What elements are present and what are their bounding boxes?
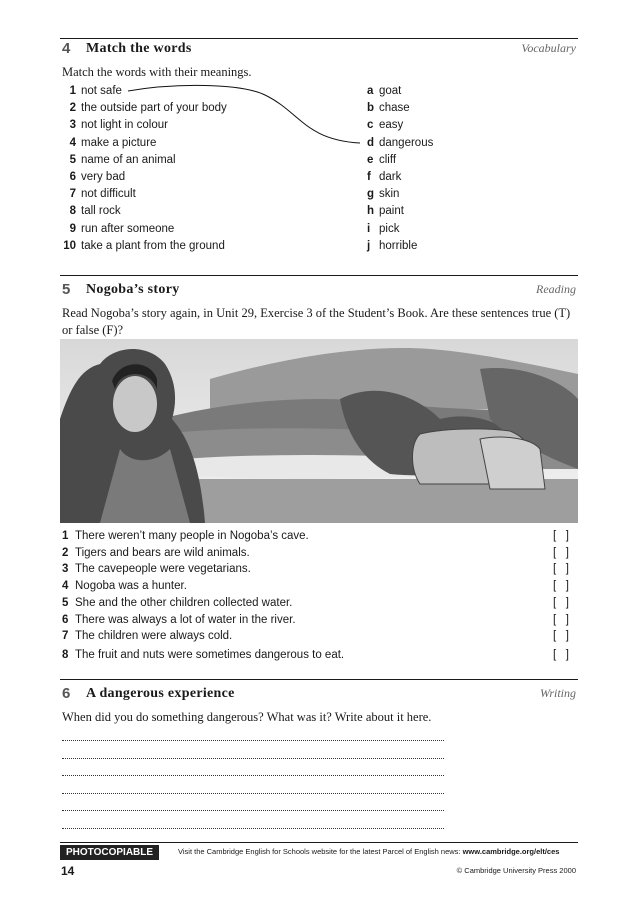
item-number: 3 [69, 119, 76, 132]
footer-note-text: Visit the Cambridge English for Schools website for the latest Parcel of English news: [178, 847, 463, 856]
answer-letter: a [367, 85, 374, 97]
item-text: run after someone [81, 222, 175, 235]
answer-bracket[interactable]: [ ] [553, 530, 569, 542]
footer-url[interactable]: www.cambridge.org/elt/ces [462, 847, 560, 856]
answer-text: skin [379, 188, 400, 201]
answer-bracket[interactable]: [ ] [553, 596, 569, 609]
section-6-instruction: When did you do something dangerous? What was it? Write about it here. [62, 710, 432, 724]
section-tag: Vocabulary [521, 41, 576, 55]
section-title: Match the words [86, 41, 192, 56]
item-number: 4 [69, 136, 76, 149]
answer-text: horrible [379, 239, 418, 252]
answer-letter: c [367, 119, 374, 132]
section-divider [60, 275, 578, 276]
answer-letter: b [367, 102, 375, 115]
item-number: 2 [69, 102, 76, 115]
section-title: A dangerous experience [86, 686, 235, 701]
item-text: not difficult [81, 188, 136, 201]
writing-line[interactable] [62, 783, 444, 794]
writing-line[interactable] [62, 818, 444, 829]
section-number: 4 [62, 40, 71, 57]
answer-text: paint [379, 205, 404, 218]
writing-line[interactable] [62, 748, 444, 759]
item-text: name of an animal [81, 153, 176, 166]
answer-text: easy [379, 119, 404, 132]
section-title: Nogoba’s story [86, 282, 180, 297]
answer-text: cliff [379, 153, 397, 166]
answer-letter: d [367, 136, 375, 149]
answer-bracket[interactable]: [ ] [553, 630, 569, 643]
section-number: 6 [62, 685, 71, 702]
writing-line[interactable] [62, 730, 444, 741]
item-number: 8 [69, 205, 76, 218]
item-text: tall rock [81, 205, 121, 218]
answer-letter: g [367, 188, 375, 201]
answer-text: pick [379, 222, 400, 235]
statement-text: There was always a lot of water in the river. [75, 613, 296, 626]
item-text: make a picture [81, 136, 157, 149]
item-number: 1 [69, 85, 76, 97]
item-number: 9 [69, 222, 76, 235]
statement-text: The cavepeople were vegetarians. [75, 563, 251, 576]
answer-letter: f [367, 171, 371, 183]
item-text: the outside part of your body [81, 102, 227, 115]
section-tag: Reading [536, 282, 576, 296]
item-number: 7 [69, 188, 76, 201]
copyright: © Cambridge University Press 2000 [456, 866, 576, 875]
section-4-instruction: Match the words with their meanings. [62, 65, 252, 79]
photocopiable-badge: PHOTOCOPIABLE [60, 845, 159, 860]
item-number: 5 [69, 153, 76, 166]
answer-letter: i [367, 222, 371, 235]
statement-text: The fruit and nuts were sometimes dangerous to eat. [75, 648, 345, 661]
caveperson-illustration [60, 339, 578, 523]
item-text: take a plant from the ground [81, 239, 225, 252]
section-6-header [62, 685, 576, 705]
statement-number: 3 [62, 563, 69, 576]
answer-bracket[interactable]: [ ] [553, 546, 569, 559]
item-number: 6 [69, 171, 76, 183]
statement-text: Nogoba was a hunter. [75, 580, 187, 593]
answer-bracket[interactable]: [ ] [553, 563, 569, 576]
statement-item [62, 647, 344, 663]
statement-text: There weren’t many people in Nogoba’s cave. [75, 530, 309, 542]
statement-item [62, 528, 309, 544]
statement-item [62, 612, 296, 628]
answer-letter: j [367, 239, 371, 252]
section-tag: Writing [539, 686, 576, 700]
statement-number: 6 [62, 613, 69, 626]
statement-text: She and the other children collected water. [75, 596, 293, 609]
statement-number: 8 [62, 648, 69, 661]
answer-bracket[interactable]: [ ] [553, 580, 569, 593]
section-divider [60, 679, 578, 680]
answer-text: goat [379, 85, 402, 97]
answer-bracket[interactable]: [ ] [553, 648, 569, 661]
answer-text: dark [379, 171, 402, 183]
statement-number: 1 [62, 530, 69, 542]
statement-item [62, 578, 187, 594]
footer-note [178, 846, 559, 858]
statement-item [62, 628, 232, 644]
item-text: not safe [81, 85, 122, 97]
item-text: not light in colour [81, 119, 168, 132]
answer-bracket[interactable]: [ ] [553, 613, 569, 626]
statement-text: The children were always cold. [75, 630, 233, 643]
statement-number: 7 [62, 630, 69, 643]
statement-item [62, 545, 250, 561]
statement-number: 4 [62, 580, 69, 593]
answer-text: chase [379, 102, 410, 115]
statement-item [62, 595, 292, 611]
statement-text: Tigers and bears are wild animals. [75, 546, 250, 559]
answer-letter: e [367, 153, 374, 166]
item-number: 10 [63, 239, 76, 252]
statement-number: 5 [62, 596, 69, 609]
page-number: 14 [61, 864, 75, 878]
section-5-instruction: Read Nogoba’s story again, in Unit 29, Exercise 3 of the Student’s Book. Are these sentences true (T) or false (F)? [62, 306, 571, 337]
statement-item [62, 561, 251, 577]
section-5-header [62, 281, 576, 301]
footer-divider [60, 842, 578, 843]
writing-line[interactable] [62, 765, 444, 776]
answer-text: dangerous [379, 136, 434, 149]
example-connector-line [0, 0, 638, 300]
answer-letter: h [367, 205, 375, 218]
writing-line[interactable] [62, 800, 444, 811]
item-text: very bad [81, 171, 126, 183]
statement-number: 2 [62, 546, 69, 559]
section-number: 5 [62, 281, 71, 298]
